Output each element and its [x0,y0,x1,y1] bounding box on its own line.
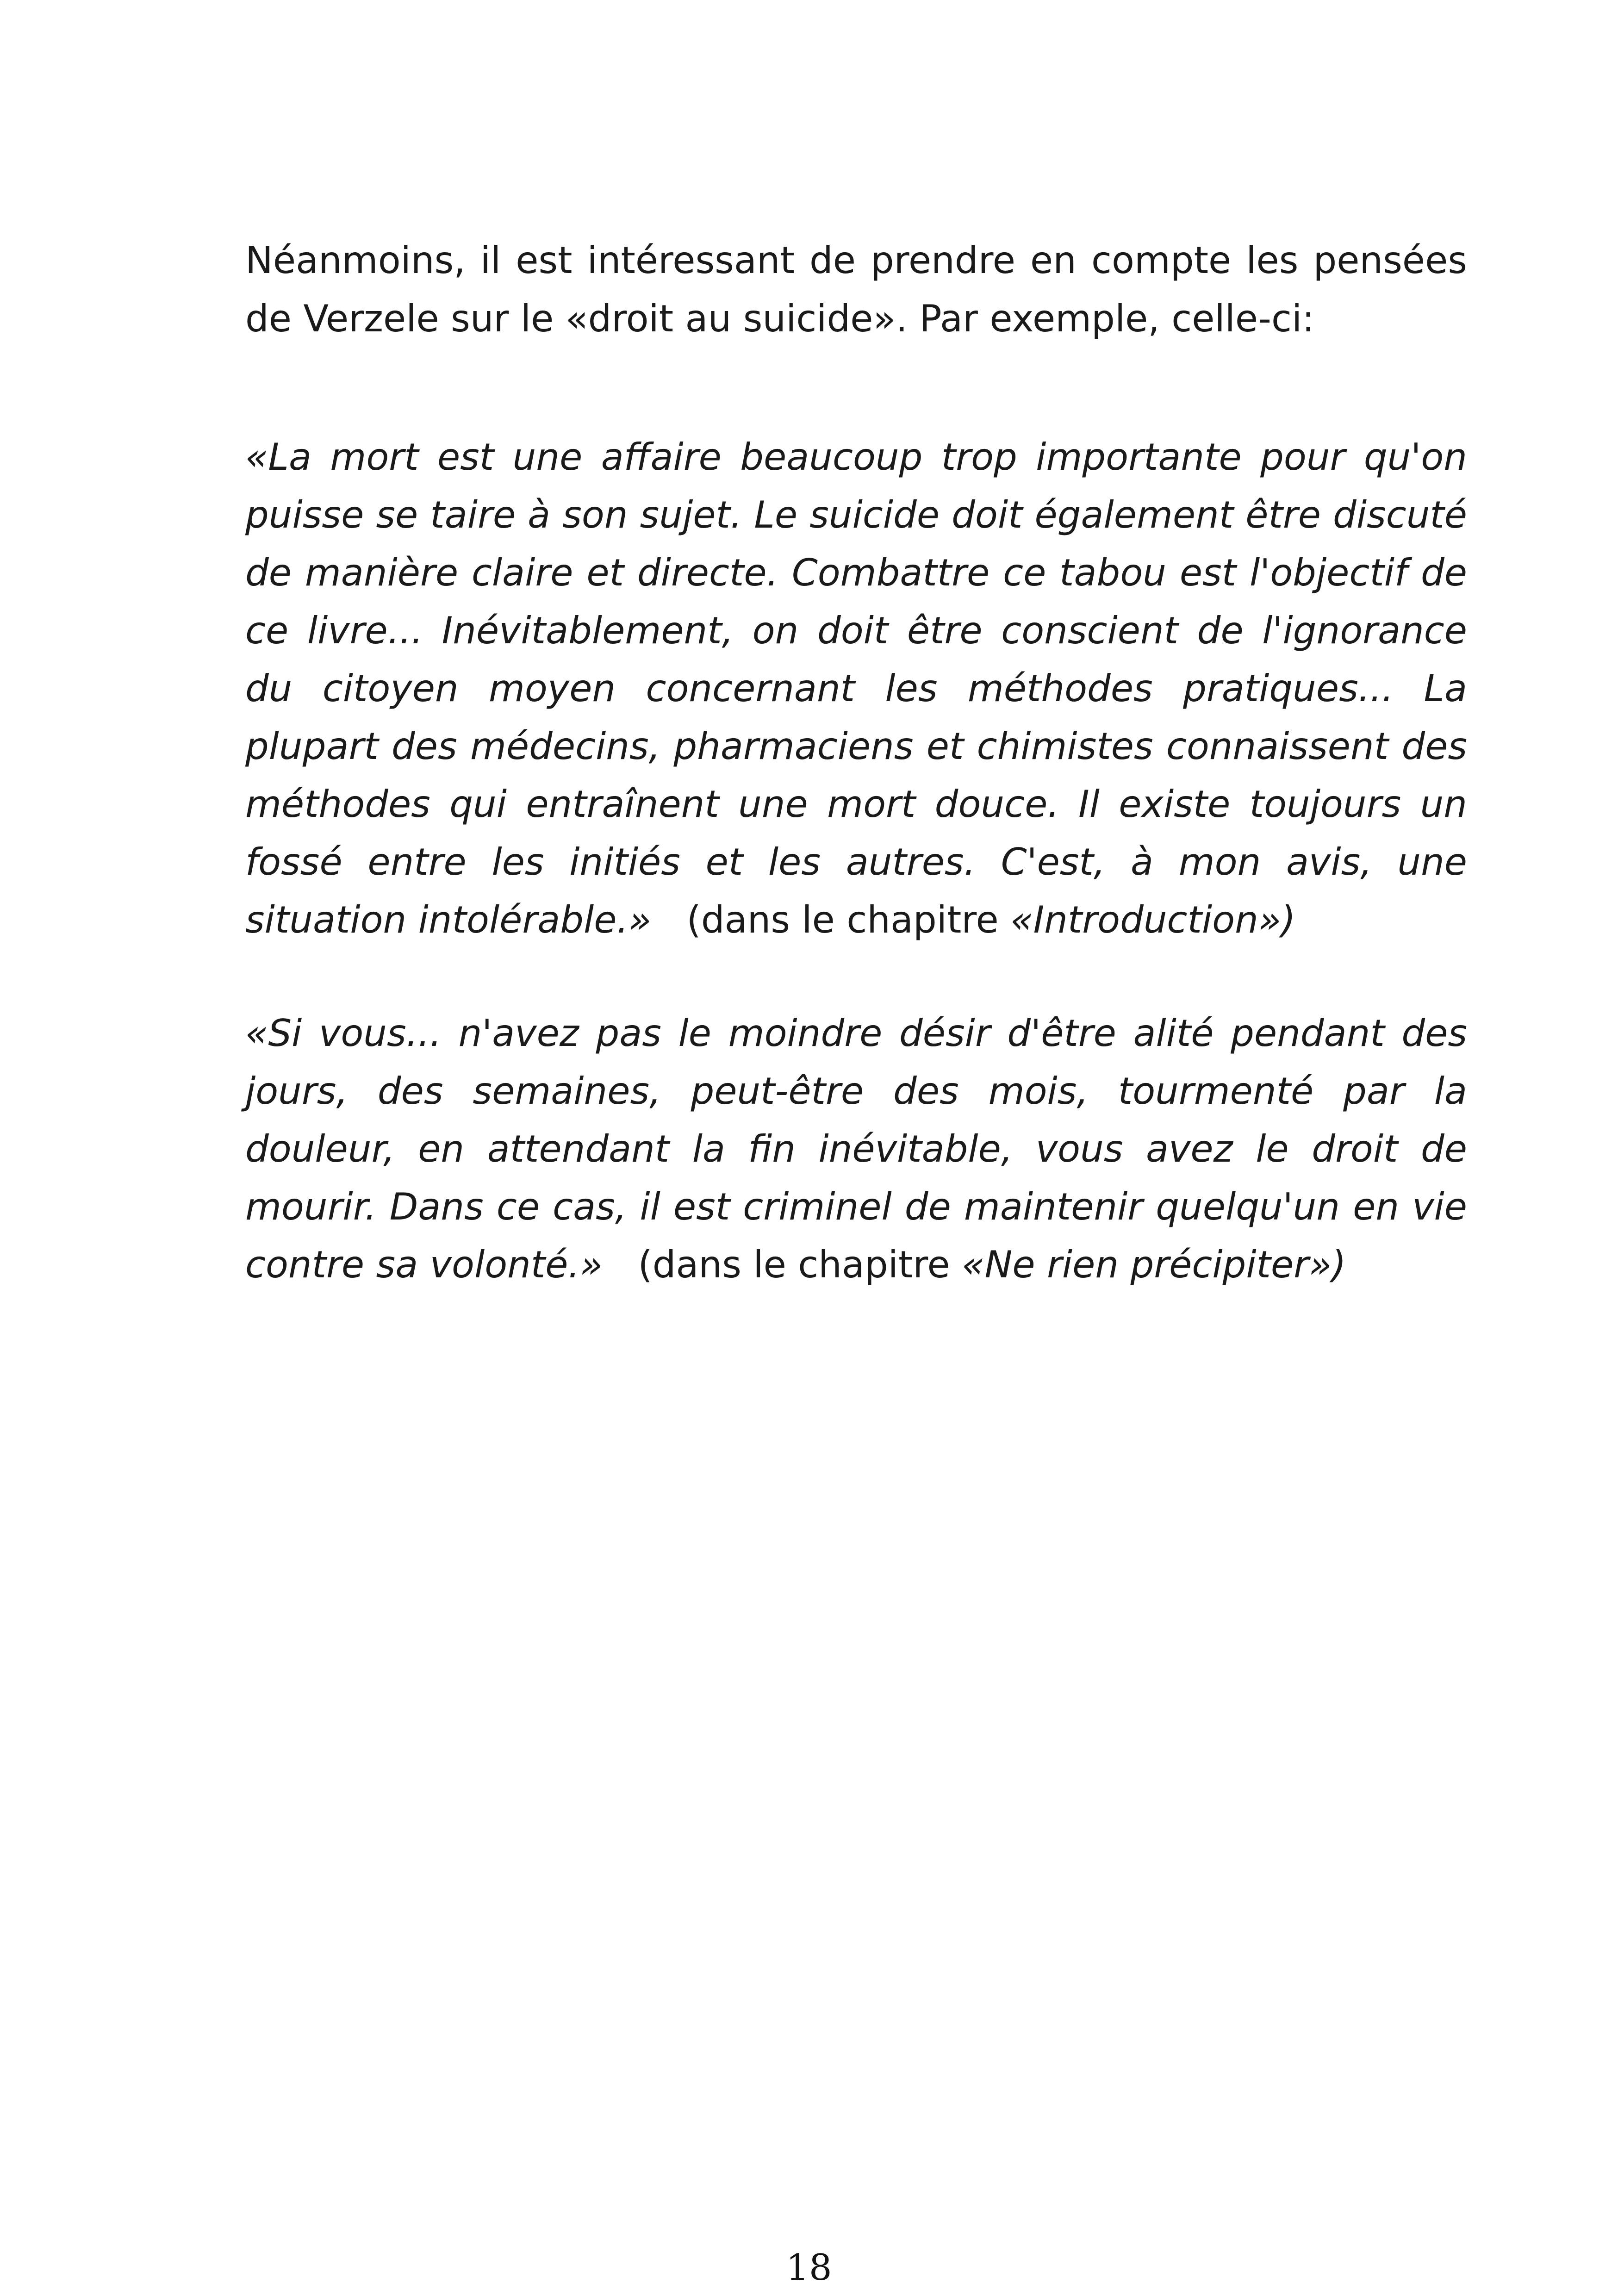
quote-text: «La mort est une affaire beaucoup trop importante pour qu'on puisse se taire à son sujet. Le suicide doit également être discuté de manière claire et directe. Combattre ce tabou est l'objectif de ce livre... Inévitablement, on doit être conscient de l'ignorance du citoyen moyen concernant les méthodes pratiques... La plupart des médecins, pharmaciens et chimistes connaissent des méthodes qui entraînent une mort douce. Il existe toujours un fossé entre les initiés et les autres. C'est, à mon avis, une situation intolérable.» [245,436,1467,941]
quote-source: (dans le chapitre [638,1243,950,1286]
intro-paragraph: Néanmoins, il est intéressant de prendre en compte les pensées de Verzele sur le «droit au suicide». Par exemple, celle-ci: [245,239,1467,340]
quote-ne-rien-precipiter [245,1004,1467,1294]
quote-text: «Si vous... n'avez pas le moindre désir d'être alité pendant des jours, des semaines, peut-être des mois, tourmenté par la douleur, en attendant la fin inévitable, vous avez le droit de mourir. Dans ce cas, il est criminel de maintenir quelqu'un en vie contre sa volonté.» [245,1012,1467,1286]
chapter-title: «Introduction») [1010,898,1296,941]
page-number: 18 [786,2247,832,2289]
chapter-title: «Ne rien précipiter») [962,1243,1346,1286]
quote-source: (dans le chapitre [686,898,999,941]
quote-introduction [245,428,1467,949]
